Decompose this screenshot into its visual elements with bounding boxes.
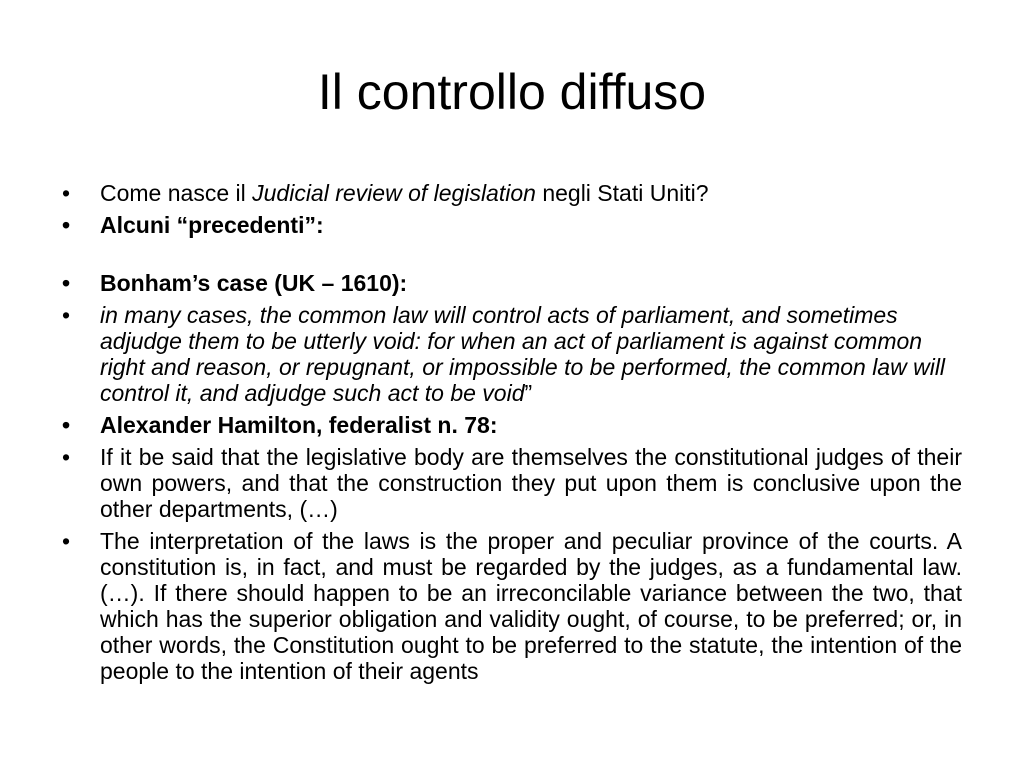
bullet-text-post: ” xyxy=(524,380,533,406)
bullet-hamilton-heading xyxy=(62,412,962,438)
bullet-precedents-heading xyxy=(62,212,962,238)
bullet-question xyxy=(62,180,962,206)
slide-title: Il controllo diffuso xyxy=(317,64,707,120)
bullet-marker: • xyxy=(62,270,71,296)
bullet-marker: • xyxy=(62,528,71,554)
bullet-text-pre: Come nasce il xyxy=(100,180,253,206)
bullet-marker: • xyxy=(62,444,71,470)
bullet-list xyxy=(62,180,962,690)
bullet-text-italic: in many cases, the common law will control acts of parliament, and sometimes adjudge them to be utterly void: for when an act of parliament is against common right and reason, or repugnant, or impossible to be performed, the common law will control it, and adjudge such act to be void xyxy=(100,302,946,406)
bullet-text: If it be said that the legislative body are themselves the constitutional judges of their own powers, and that the construction they put upon them is conclusive upon the other departments, (…) xyxy=(100,444,962,522)
bullet-text: Alcuni “precedenti”: xyxy=(100,212,324,238)
bullet-text-post: negli Stati Uniti? xyxy=(535,180,709,206)
bullet-hamilton-quote-1 xyxy=(62,444,962,522)
bullet-text: Alexander Hamilton, federalist n. 78: xyxy=(100,412,498,438)
bullet-bonham-heading xyxy=(62,270,962,296)
bullet-text: The interpretation of the laws is the proper and peculiar province of the courts. A constitution is, in fact, and must be regarded by the judges, as a fundamental law. (…). If there should happen to be an irreconcilable variance between the two, that which has the superior obligation and validity ought, of course, to be preferred; or, in other words, the Constitution ought to be preferred to the statute, the intention of the people to the intention of their agents xyxy=(100,528,962,684)
bullet-marker: • xyxy=(62,212,71,238)
bullet-marker: • xyxy=(62,302,71,328)
bullet-text-italic: Judicial review of legislation xyxy=(252,180,536,206)
bullet-hamilton-quote-2 xyxy=(62,528,962,684)
bullet-marker: • xyxy=(62,180,71,206)
bullet-text: Bonham’s case (UK – 1610): xyxy=(100,270,408,296)
bullet-bonham-quote xyxy=(62,302,962,406)
bullet-marker: • xyxy=(62,412,71,438)
